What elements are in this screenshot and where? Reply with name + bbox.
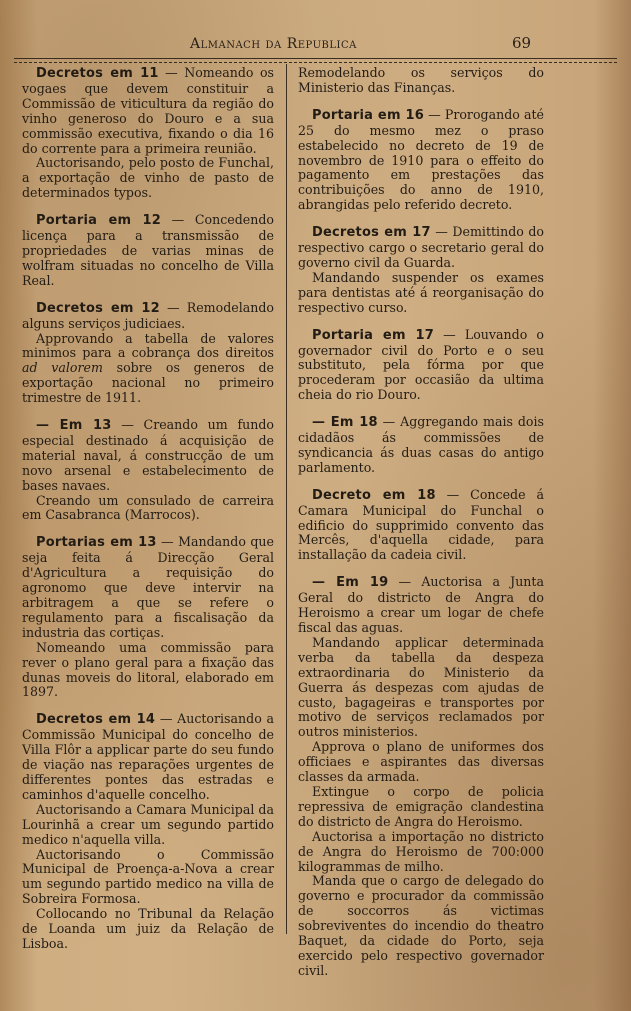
entry-heading: — Em 13 xyxy=(36,418,112,434)
entry-heading: Decretos em 12 xyxy=(36,300,160,316)
entry-heading: Decreto em 18 xyxy=(312,487,436,503)
entry-paragraph: Mandando applicar determinada verba da tabella da despeza extraordinaria do Ministerio da Guerra ás despezas com ajudas de custo, bagageiras e transportes por motivo de serviços reclamados por outros ministerios. xyxy=(298,634,544,740)
entry-em-18 xyxy=(298,415,544,476)
column-divider xyxy=(286,64,287,934)
entry-text: — Auctorisando a Commissão Municipal do concelho de Villa Flôr a applicar parte do seu fundo de viação nas reparações urgentes de differentes pontes das estradas e caminhos d'aquelle concelho. xyxy=(22,711,274,802)
entry-heading: Portaria em 17 xyxy=(312,327,435,343)
entry-paragraph xyxy=(22,332,274,407)
entry-heading: Portarias em 13 xyxy=(36,535,157,551)
entry-text: — Nomeando os vogaes que devem constituir a Commissão de viticultura da região do vinho generoso do Douro e a sua commissão executiva, fixando o dia 16 do corrente para a primeira reunião. xyxy=(22,65,274,156)
entry-portaria-17 xyxy=(298,328,544,404)
entry-heading: — Em 18 xyxy=(312,415,378,431)
entry-text: — Demittindo do respectivo cargo o secretario geral do governo civil da Guarda. xyxy=(298,224,545,270)
entry-portaria-16 xyxy=(298,108,544,213)
entry-decretos-17 xyxy=(298,225,544,315)
entry-portarias-13 xyxy=(22,535,274,700)
entry-heading: Portaria em 12 xyxy=(36,213,162,229)
entry-text: — Mandando que seja feita á Direcção Geral d'Agricultura a requisição do agronomo que deve intervir na arbitragem a que se refere o regulamento para a fiscalisação da industria das cortiças. xyxy=(22,534,274,640)
entry-paragraph: Extingue o corpo de policia repressiva de emigração clandestina do districto de Angra do Heroismo. xyxy=(298,783,544,829)
running-title: Almanach da Republica xyxy=(190,36,357,52)
entry-text: — Louvando o governador civil do Porto e o seu substituto, pela fórma por que procederam por occasião da ultima cheia do rio Douro. xyxy=(298,326,544,403)
entry-text: — Aggregando mais dois cidadãos ás commissões de syndicancia ás duas casas do antigo parlamento. xyxy=(298,414,544,475)
entry-text: — Remodelando alguns serviços judiciaes. xyxy=(22,299,274,331)
entry-paragraph: Mandando suspender os exames para dentistas até á reorganisação do respectivo curso. xyxy=(298,269,544,315)
entry-paragraph: Approva o plano de uniformes dos officiaes e aspirantes das diversas classes da armada. xyxy=(298,739,544,785)
entry-decreto-18 xyxy=(298,488,544,564)
entry-paragraph: Auctorisa a importação no districto de Angra do Heroismo de 700:000 kilogrammas de milho. xyxy=(298,828,544,874)
right-column xyxy=(298,66,544,991)
entry-heading: — Em 19 xyxy=(312,575,389,591)
entry-paragraph: Nomeando uma commissão para rever o plano geral para a fixação das dunas moveis do litoral, elaborado em 1897. xyxy=(22,639,274,700)
page-header xyxy=(0,30,631,56)
header-rule xyxy=(14,58,617,63)
entry-paragraph: Manda que o cargo de delegado do governo e procurador da commissão de soccorros ás victimas sobreviventes do incendio do theatro Baquet, da cidade do Porto, seja exercido pelo respectivo governador civil. xyxy=(298,873,544,978)
page-number: 69 xyxy=(512,34,532,52)
entry-decretos-12 xyxy=(22,301,274,406)
entry-heading: Decretos em 11 xyxy=(36,66,159,81)
entry-text: — Creando um fundo especial destinado á acquisição de material naval, á construcção de um novo arsenal e estabelecimento de bases navaes. xyxy=(22,417,274,493)
entry-decretos-14 xyxy=(22,712,274,952)
entry-decretos-11 xyxy=(22,66,274,201)
entry-text: — Concedendo licença para a transmissão de propriedades de varias minas de wolfram situadas no concelho de Villa Real. xyxy=(22,212,274,288)
entry-paragraph: Auctorisando, pelo posto de Funchal, a exportação de vinho de pasto de determinados typos. xyxy=(22,155,274,201)
entry-text: — Auctorisa a Junta Geral do districto de Angra do Heroismo a crear um logar de chefe fiscal das aguas. xyxy=(298,574,544,635)
entry-continuation xyxy=(298,66,544,96)
left-column xyxy=(22,66,274,964)
entry-text-part: Approvando a tabella de valores minimos para a cobrança dos direitos xyxy=(22,330,274,361)
entry-paragraph: Auctorisando a Camara Municipal da Lourinhã a crear um segundo partido medico n'aquella villa. xyxy=(22,801,274,847)
entry-paragraph: Collocando no Tribunal da Relação de Loanda um juiz da Relação de Lisboa. xyxy=(22,906,274,951)
entry-paragraph: Creando um consulado de carreira em Casabranca (Marrocos). xyxy=(22,492,274,523)
entry-paragraph: Remodelando os serviços do Ministerio das Finanças. xyxy=(298,65,544,95)
entry-em-19 xyxy=(298,575,544,978)
italic-phrase: ad valorem xyxy=(22,360,103,376)
entry-text: — Prorogando até 25 do mesmo mez o praso estabelecido no decreto de 19 de novembro de 1910 para o effeito do pagamento em prestações das contribuições do anno de 1910, abrangidas pelo referido decreto. xyxy=(298,106,544,213)
entry-heading: Portaria em 16 xyxy=(312,107,425,123)
entry-portaria-12 xyxy=(22,213,274,289)
entry-text: — Concede á Camara Municipal do Funchal o edificio do supprimido convento das Mercês, d'aquella cidade, para installação da cadeia civil. xyxy=(298,486,544,563)
entry-paragraph: Auctorisando o Commissão Municipal de Proença-a-Nova a crear um segundo partido medico na villa de Sobreira Formosa. xyxy=(22,846,274,907)
entry-heading: Decretos em 17 xyxy=(312,225,431,241)
entry-text-part: sobre os generos de exportação nacional no primeiro trimestre de 1911. xyxy=(22,360,274,406)
entry-heading: Decretos em 14 xyxy=(36,712,156,728)
entry-em-13 xyxy=(22,418,274,523)
